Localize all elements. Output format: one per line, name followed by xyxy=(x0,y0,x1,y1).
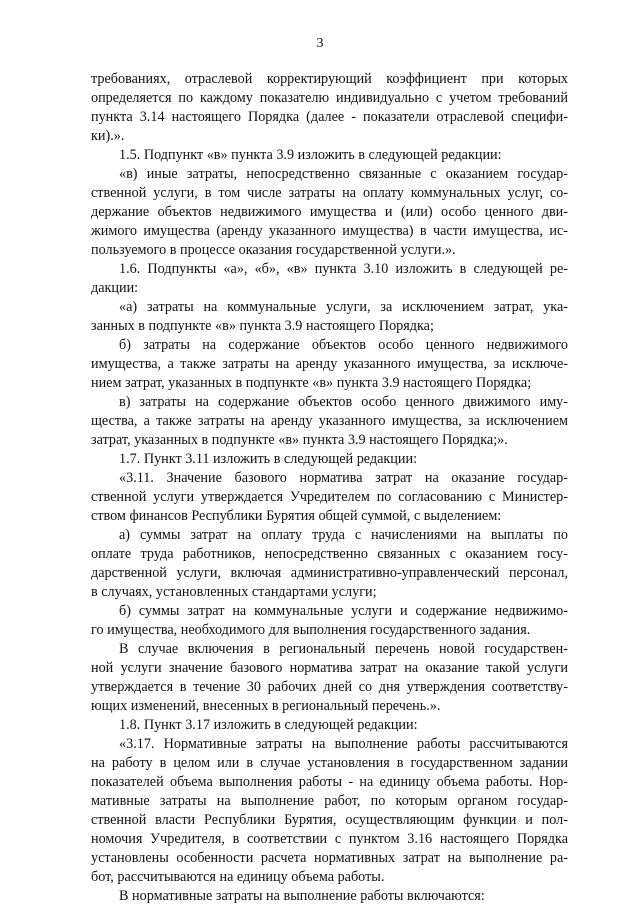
text-line: ственной власти Республики Бурятия, осуществляющим функции и пол- xyxy=(91,812,568,828)
text-line: бот, рассчитываются на единицу объема работы. xyxy=(91,869,385,885)
text-line: оплате труда работников, непосредственно связанных с оказанием госу- xyxy=(91,546,568,562)
text-line: нием затрат, указанных в подпункте «в» пункта 3.9 настоящего Порядка; xyxy=(91,375,532,391)
text-line: а) суммы затрат на оплату труда с начислениями на выплаты по xyxy=(119,527,568,543)
text-line: имущества, а также затраты на аренду указанного имущества, за исключе- xyxy=(91,356,568,372)
text-line: «а) затраты на коммунальные услуги, за исключением затрат, ука- xyxy=(119,299,568,315)
text-line: «в) иные затраты, непосредственно связанные с оказанием государ- xyxy=(119,166,568,182)
text-line: «3.17. Нормативные затраты на выполнение работы рассчитываются xyxy=(119,736,568,752)
text-line: определяется по каждому показателю индивидуально с учетом требований xyxy=(91,90,568,106)
text-line: ной услуги значение базового норматива затрат на оказание такой услуги xyxy=(91,660,568,676)
text-line: номочия Учредителя, в соответствии с пунктом 3.16 настоящего Порядка xyxy=(91,831,568,847)
text-line: дакции: xyxy=(91,280,139,296)
text-line: 1.6. Подпункты «а», «б», «в» пункта 3.10 изложить в следующей ре- xyxy=(119,261,568,277)
text-line: затрат, указанных в подпункте «в» пункта 3.9 настоящего Порядка;». xyxy=(91,432,508,448)
text-line: дарственной услуги, включая административно-управленческий персонал, xyxy=(91,565,568,581)
document-body xyxy=(91,70,568,906)
text-line: б) суммы затрат на коммунальные услуги и содержание недвижимо- xyxy=(119,603,568,619)
text-line: «3.11. Значение базового норматива затрат на оказание государ- xyxy=(119,470,568,486)
text-line: утверждается в течение 30 рабочих дней со дня утверждения соответству- xyxy=(91,679,568,695)
text-line: требованиях, отраслевой корректирующий коэффициент при которых xyxy=(91,71,568,87)
text-line: ственной услуги утверждается Учредителем по согласованию с Министер- xyxy=(91,489,568,505)
text-line: 1.7. Пункт 3.11 изложить в следующей редакции: xyxy=(119,451,418,467)
text-line: пользуемого в процессе оказания государственной услуги.». xyxy=(91,242,456,258)
page-number: 3 xyxy=(316,36,324,51)
text-line: щества, а также затраты на аренду указанного имущества, за исключением xyxy=(91,413,568,429)
text-line: жимого имущества (аренду указанного имущества) в части имущества, ис- xyxy=(91,223,568,239)
text-line: мативные затраты на выполнение работ, по которым органом государ- xyxy=(91,793,568,809)
text-line: В случае включения в региональный перечень новой государствен- xyxy=(119,641,568,657)
text-line: в) затраты на содержание объектов особо ценного движимого иму- xyxy=(119,394,568,410)
text-line: ством финансов Республики Бурятия общей суммой, с выделением: xyxy=(91,508,502,524)
text-line: пункта 3.14 настоящего Порядка (далее - показатели отраслевой специфи- xyxy=(91,109,568,125)
text-line: В нормативные затраты на выполнение работы включаются: xyxy=(119,888,485,904)
text-line: го имущества, необходимого для выполнения государственного задания. xyxy=(91,622,531,638)
text-line: в случаях, установленных стандартами услуги; xyxy=(91,584,377,600)
text-line: б) затраты на содержание объектов особо ценного недвижимого xyxy=(119,337,568,353)
text-line: ственной услуги, в том числе затраты на оплату коммунальных услуг, со- xyxy=(91,185,568,201)
text-line: установлены особенности расчета нормативных затрат на выполнение ра- xyxy=(91,850,568,866)
text-line: показателей объема выполнения работы - на единицу объема работы. Нор- xyxy=(91,774,568,790)
text-line: держание объектов недвижимого имущества и (или) особо ценного дви- xyxy=(91,204,568,220)
text-line: ки).». xyxy=(91,128,125,144)
text-line: занных в подпункте «в» пункта 3.9 настоящего Порядка; xyxy=(91,318,434,334)
text-line: 1.8. Пункт 3.17 изложить в следующей редакции: xyxy=(119,717,418,733)
text-line: 1.5. Подпункт «в» пункта 3.9 изложить в следующей редакции: xyxy=(119,147,502,163)
text-line: ющих изменений, внесенных в региональный перечень.». xyxy=(91,698,441,714)
text-line: на работу в целом или в случае установления в государственном задании xyxy=(91,755,568,771)
